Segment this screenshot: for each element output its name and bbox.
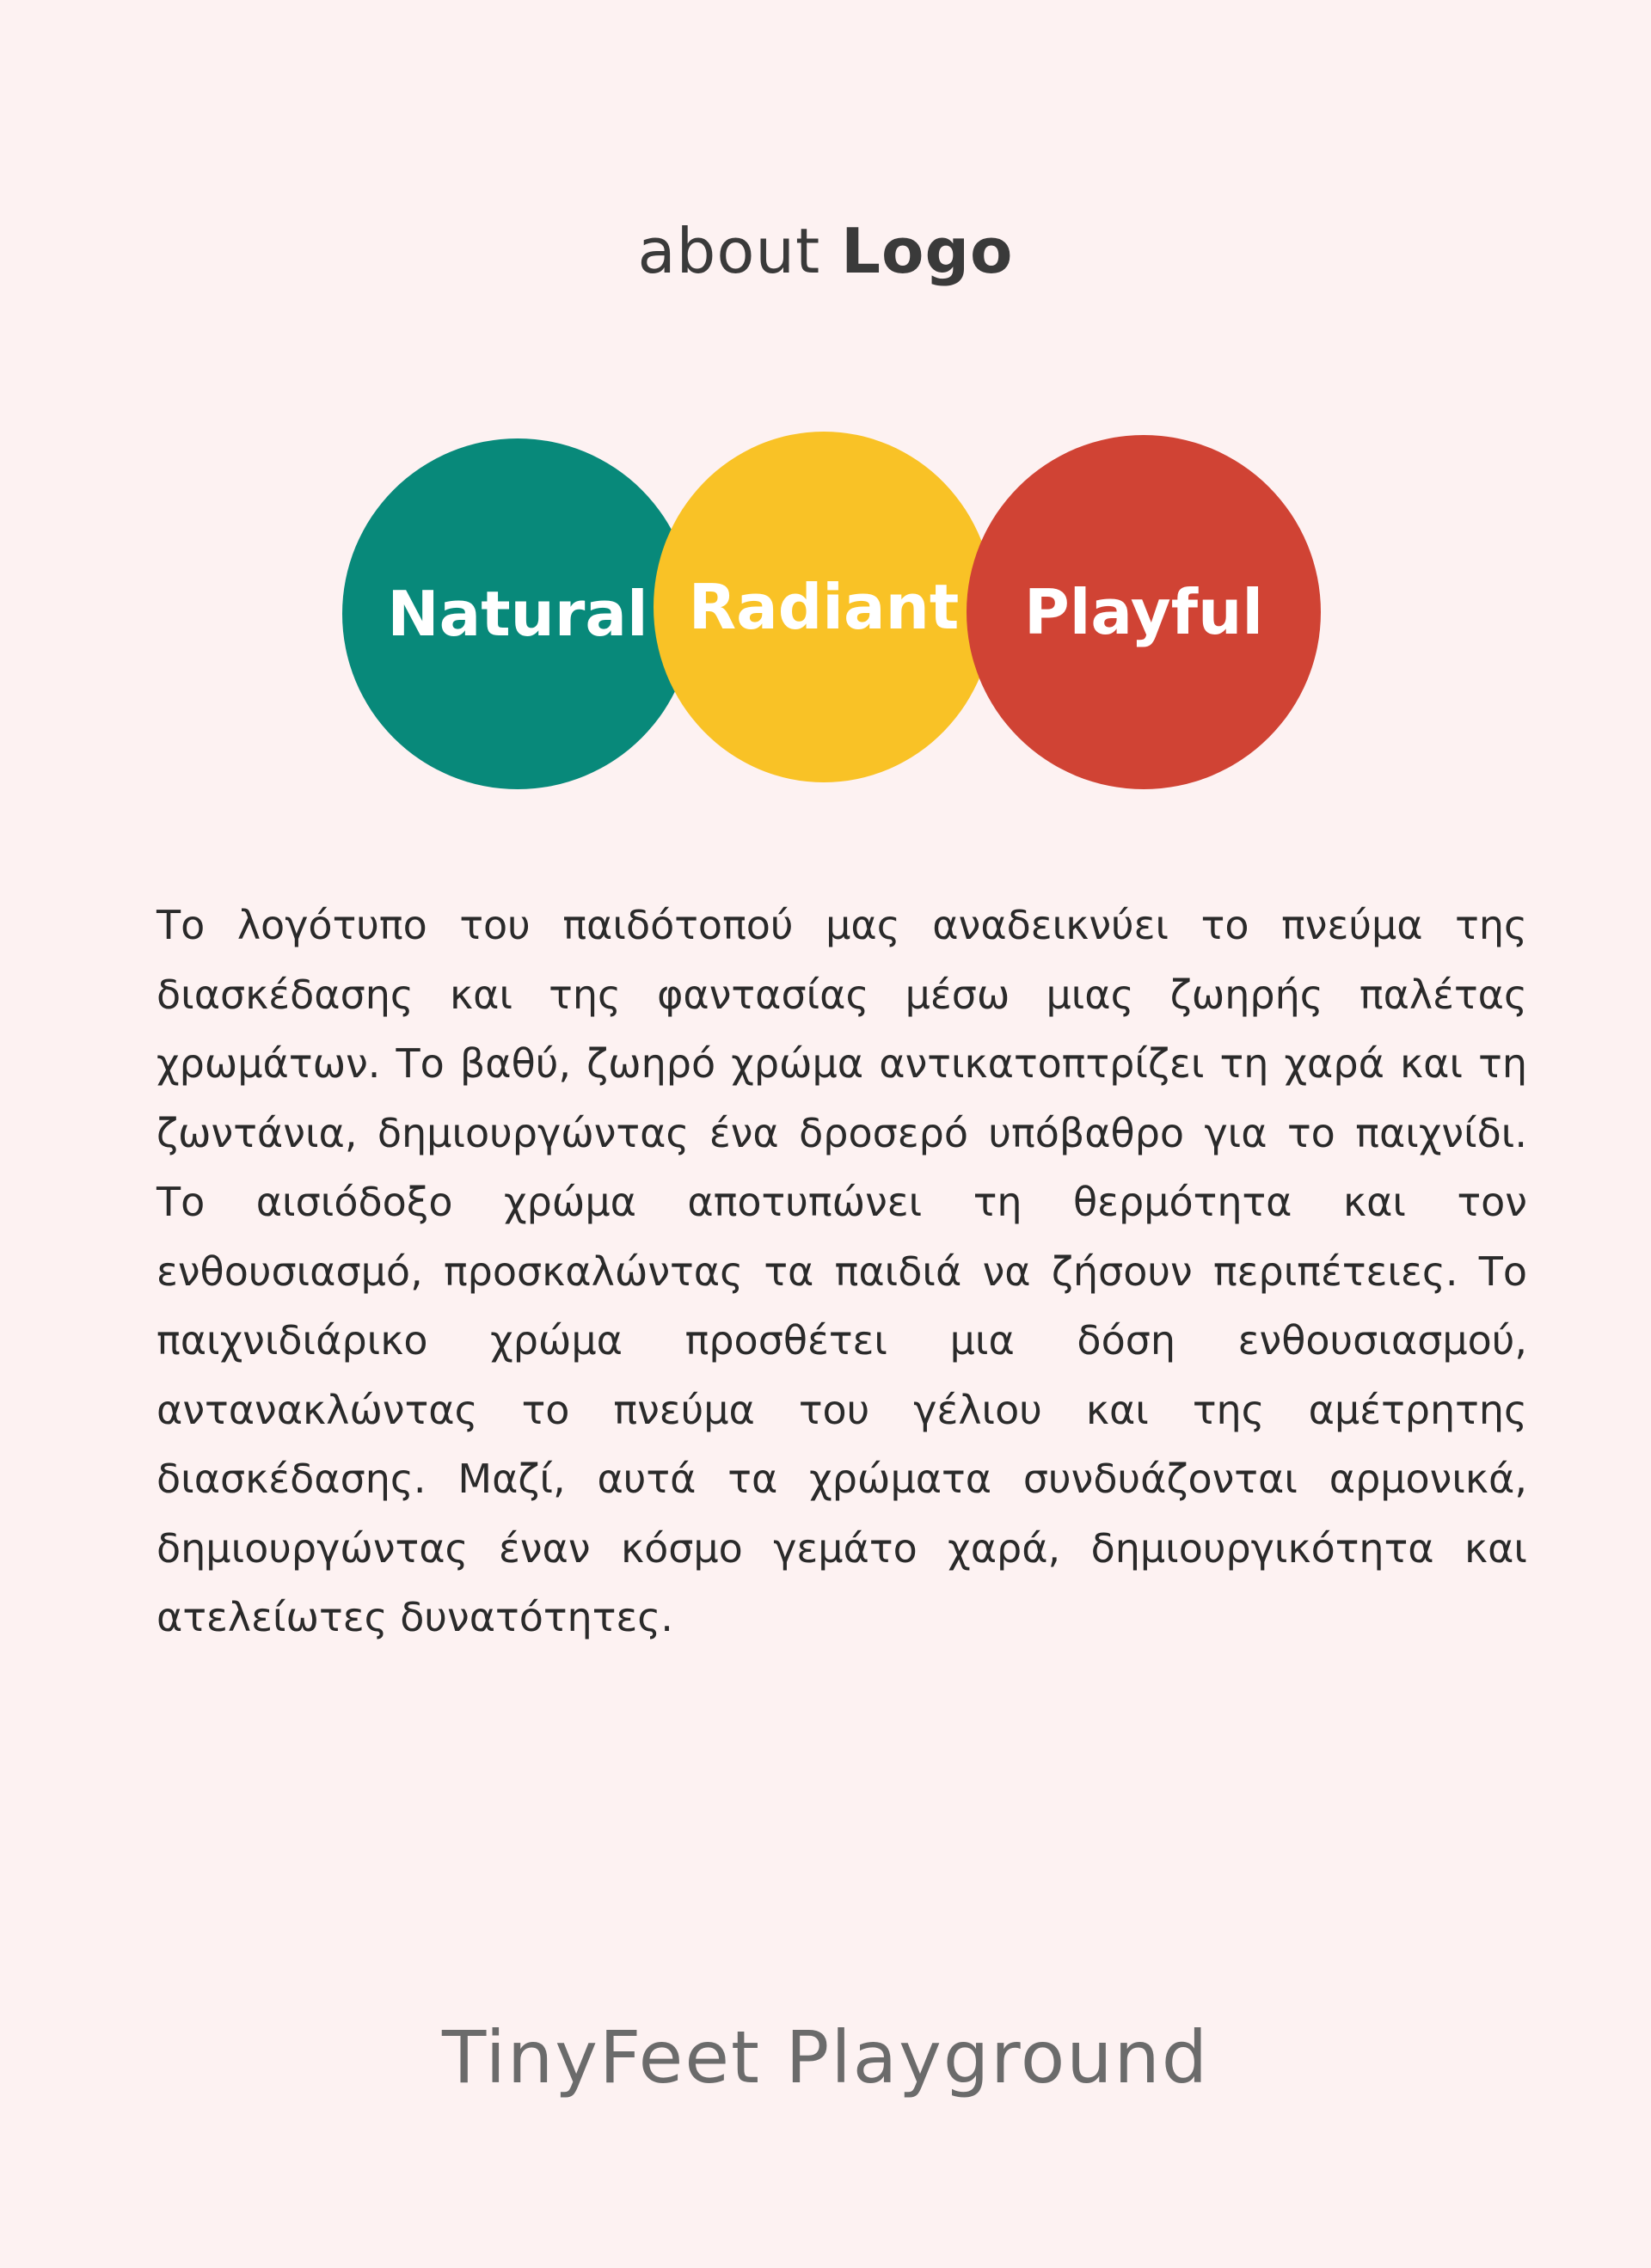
page-title	[0, 215, 1651, 287]
logo-label-radiant: Radiant	[688, 571, 960, 643]
logo-circle-playful	[967, 435, 1321, 789]
logo-label-natural: Natural	[387, 578, 648, 650]
title-strong: Logo	[841, 215, 1014, 287]
title-prefix: about	[637, 215, 842, 287]
brand-name: TinyFeet Playground	[441, 2015, 1210, 2099]
logo-circle-natural	[342, 438, 693, 789]
description-paragraph: Το λογότυπο του παιδότοπού μας αναδεικνύει το πνεύμα της διασκέδασης και της φαντασίας μέσω μιας ζωηρής παλέτας χρωμάτων. Το βαθύ, ζωηρό χρώμα αντικατοπτρίζει τη χαρά και τη ζωντάνια, δημιουργώντας ένα δροσερό υπόβαθρο για το παιχνίδι. Το αισιόδοξο χρώμα αποτυπώνει τη θερμότητα και τον ενθουσιασμό, προσκαλώντας τα παιδιά να ζήσουν περιπέτειες. Το παιχνιδιάρικο χρώμα προσθέτει μια δόση ενθουσιασμού, αντανακλώντας το πνεύμα του γέλιου και της αμέτρητης διασκέδασης. Μαζί, αυτά τα χρώματα συνδυάζονται αρμονικά, δημιουργώντας έναν κόσμο γεμάτο χαρά, δημιουργικότητα και ατελείωτες δυνατότητες.	[157, 902, 1527, 1640]
logo-circle-radiant	[654, 432, 994, 782]
logo-label-playful: Playful	[1023, 576, 1263, 648]
